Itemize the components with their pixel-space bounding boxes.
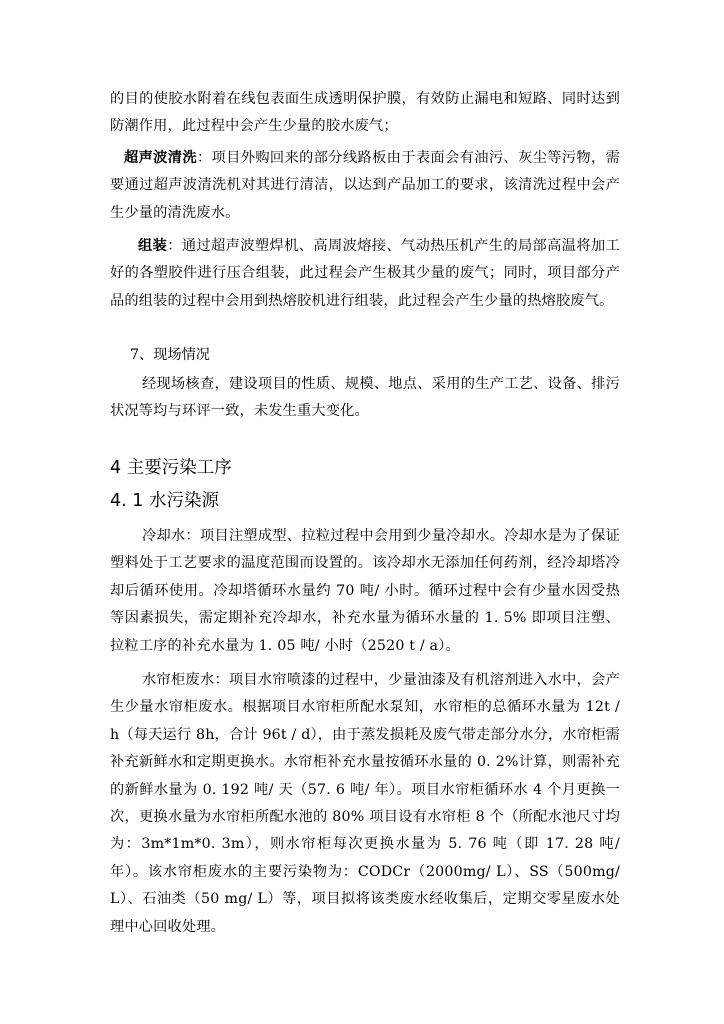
section-heading-4: 4 主要污染工序 [110,458,232,478]
section-heading-4-1: 4. 1 水污染源 [110,491,219,511]
paragraph-lead: 组装 [138,238,168,254]
paragraph-text: ：通过超声波塑焊机、高周波熔接、气动热压机产生的局部高温将加工好的各塑胶件进行压合组装，此过程会产生极其少量的废气；同时，项目部分产品的组装的过程中会用到热熔胶机进行组装，此过程会产生少量的热熔胶废气。 [110,238,621,309]
paragraph-cooling-water [110,523,620,660]
paragraph-text: 经现场核查，建设项目的性质、规模、地点、采用的生产工艺、设备、排污状况等均与环评一致，未发生重大变化。 [110,376,620,420]
list-item-label: 7、现场情况 [130,347,210,363]
paragraph-text: ：项目外购回来的部分线路板由于表面会有油污、灰尘等污物，需要通过超声波清洗机对其进行清洁，以达到产品加工的要求，该清洗过程中会产生少量的清洗废水。 [110,150,620,221]
paragraph-text: 水帘柜废水：项目水帘喷漆的过程中，少量油漆及有机溶剂进入水中，会产生少量水帘柜废水。根据项目水帘柜所配水泵知，水帘柜的总循环水量为 12t / h（每天运行 8h，合计 96t / d），由于蒸发损耗及废气带走部分水分，水帘柜需补充新鲜水和定期更换水。水帘柜补充水量按循环水量的 0. 2%计算，则需补充的新鲜水量为 0. 192 吨/ 天（57. 6 吨/ 年）。项目水帘柜循环水 4 个月更换一次，更换水量为水帘柜所配水池的 80% 项目设有水帘柜 8 个（所配水池尺寸均为：3m*1m*0. 3m），则水帘柜每次更换水量为 5. 76 吨（即 17. 28 吨/ 年）。该水帘柜废水的主要污染物为：CODCr（2000mg/ L）、SS（500mg/ L）、石油类（50 mg/ L）等，项目拟将该类废水经收集后，定期交零星废水处理中心回收处理。 [110,672,620,935]
paragraph-water-curtain-wastewater [110,667,620,941]
paragraph-text: 的目的使胶水附着在线包表面生成透明保护膜，有效防止漏电和短路、同时达到防潮作用，此过程中会产生少量的胶水废气； [110,91,620,135]
list-item-site-situation [130,343,210,367]
paragraph-site-inspection [110,371,620,426]
paragraph-lead: 超声波清洗 [124,150,197,166]
paragraph-text: 冷却水：项目注塑成型、拉粒过程中会用到少量冷却水。冷却水是为了保证塑料处于工艺要求的温度范围而设置的。该冷却水无添加任何药剂，经冷却塔冷却后循环使用。冷却塔循环水量约 70 吨/ 小时。循环过程中会有少量水因受热等因素损失，需定期补充冷却水，补充水量为循环水量的 1. 5% 即项目注塑、拉粒工序的补充水量为 1. 05 吨/ 小时（2520 t / a）。 [110,528,620,654]
paragraph-ultrasonic-cleaning [110,145,620,227]
paragraph-glue-process [110,86,620,141]
paragraph-assembly [110,233,620,315]
